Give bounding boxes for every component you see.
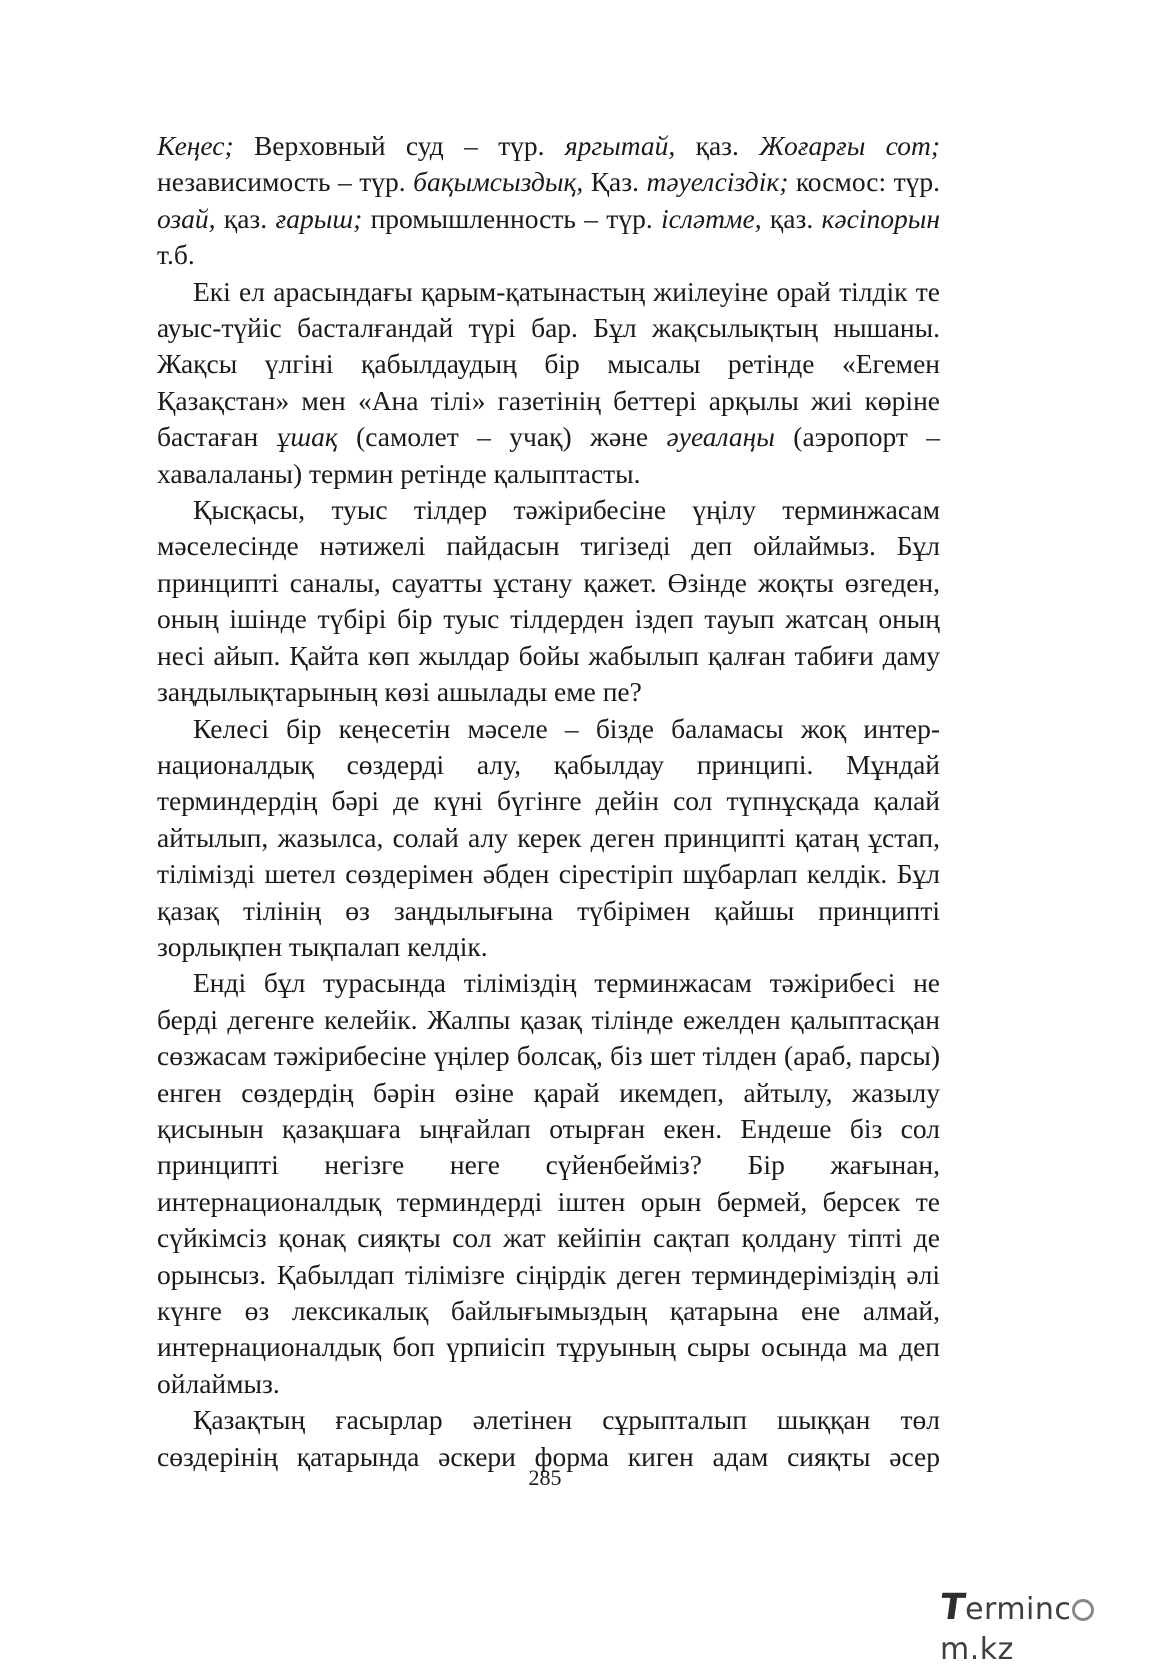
text-run: Енді бұл турасында тіліміздің терминжасам тәжірибесі не берді дегенге келейік. Жалпы қазақ тілінде ежелден қалыптасқан сөзжасам тәжірибесіне үңілер болсақ, біз шет тілден (араб, парсы) енген сөздердің бәрін өзіне қарай икемдеп, айтылу, жазылу қисынын қазақшаға ыңғайлап отырған екен. Ендеше біз сол принципті негізге неге сүйенбейміз? Бір жағынан, интернационалдық терминдерді іштен орын бермей, берсек те сүйкімсіз қонақ сияқты сол жат кейіпін сақтап қолдану тіпті де орынсыз. Қабылдап тілімізге сіңірдік деген терминдеріміздің әлі күнге өз лексикалық байлығымыздың қатарына ене алмай, интернационалдық боп үрпиісіп тұруының сыры осында ма деп ойлаймыз. [157, 967, 940, 1399]
italic-term: тәуелсіздік; [646, 166, 789, 198]
termincom-watermark [937, 1587, 1140, 1667]
text-run: қаз. [761, 202, 822, 234]
italic-term: әуеалаңы [666, 421, 775, 453]
text-run: (аэропорт – хавалаланы) термин ретінде қалыптасты. [157, 421, 940, 489]
page-number: 285 [528, 1465, 562, 1490]
paragraph [157, 128, 940, 274]
italic-term: яргытай, [564, 130, 676, 161]
text-run: Қысқасы, туыс тілдер тәжірибесіне үңілу терминжасам мәселесінде нәтижелі пайдасын тигізеді деп ойлаймыз. Бұл принципті саналы, сауатты ұстану қажет. Өзінде жоқты өзгеден, оның ішінде түбірі бір туыс тілдерден іздеп тауып жатсаң оның несі айып. Қайта көп жылдар бойы жабылып қалған табиғи даму заңдылықтарының көзі ашылады еме пе? [157, 494, 940, 708]
italic-term: Жоғарғы сот; [759, 130, 940, 161]
text-run: Екі ел арасындағы қарым-қатынастың жиілеуіне орай тілдік те ауыс-түйіс басталғандай түрі бар. Бұл жақсылықтың нышаны. Жақсы үлгіні қабылдаудың бір мысалы ретінде «Егемен Қазақстан» мен «Ана тілі» газетінің беттері арқылы жиі көріне бастаған [157, 275, 940, 453]
text-run: Келесі бір кеңесетін мәселе – бізде баламасы жоқ интернационалдық сөздерді алу, қабылдау принципі. Мұндай терминдердің бәрі де күні бүгінге дейін сол түпнұсқада қалай айтылып, жазылса, солай алу керек деген принципті қатаң ұстап, тілімізді шетел сөздерімен әбден сірестіріп шұбарлап келдік. Бұл қазақ тілінің өз заңдылығына түбірімен қайшы принципті зорлықпен тықпалап келдік. [157, 712, 940, 962]
watermark-ring-icon [1072, 1599, 1094, 1621]
text-run: Верховный суд – түр. [233, 130, 565, 161]
watermark-text-end: m.kz [940, 1632, 1014, 1667]
page-body [157, 128, 940, 1475]
italic-term: ғарыш; [275, 202, 363, 234]
paragraph [157, 492, 940, 710]
text-run: Қазақтың ғасырлар әлетінен сұрыпталып шыққан төл сөздерінің қатарында әскери форма киген адам сияқты әсер [157, 1404, 940, 1472]
text-run: независимость – түр. [157, 166, 414, 198]
italic-term: Кеңес; [157, 130, 234, 161]
text-run: қаз. [675, 130, 760, 161]
italic-term: ісләтме, [661, 202, 762, 234]
text-run: т.б. [157, 239, 195, 271]
italic-term: ұшақ [276, 421, 338, 453]
watermark-text-start: erminc [965, 1592, 1072, 1627]
paragraph [157, 274, 940, 492]
watermark-logo-letter: T [937, 1587, 969, 1628]
italic-term: озай, [157, 202, 216, 234]
italic-term: бақымсыздық, [413, 166, 584, 198]
italic-term: кәсіпорын [821, 202, 940, 234]
paragraph [157, 711, 940, 966]
paragraph [157, 965, 940, 1402]
text-run: қаз. [215, 202, 276, 234]
text-run: промышленность – түр. [362, 202, 662, 234]
text-run: космос: түр. [788, 166, 940, 198]
text-run: (самолет – учақ) және [337, 421, 667, 453]
text-run: Қаз. [583, 166, 647, 198]
